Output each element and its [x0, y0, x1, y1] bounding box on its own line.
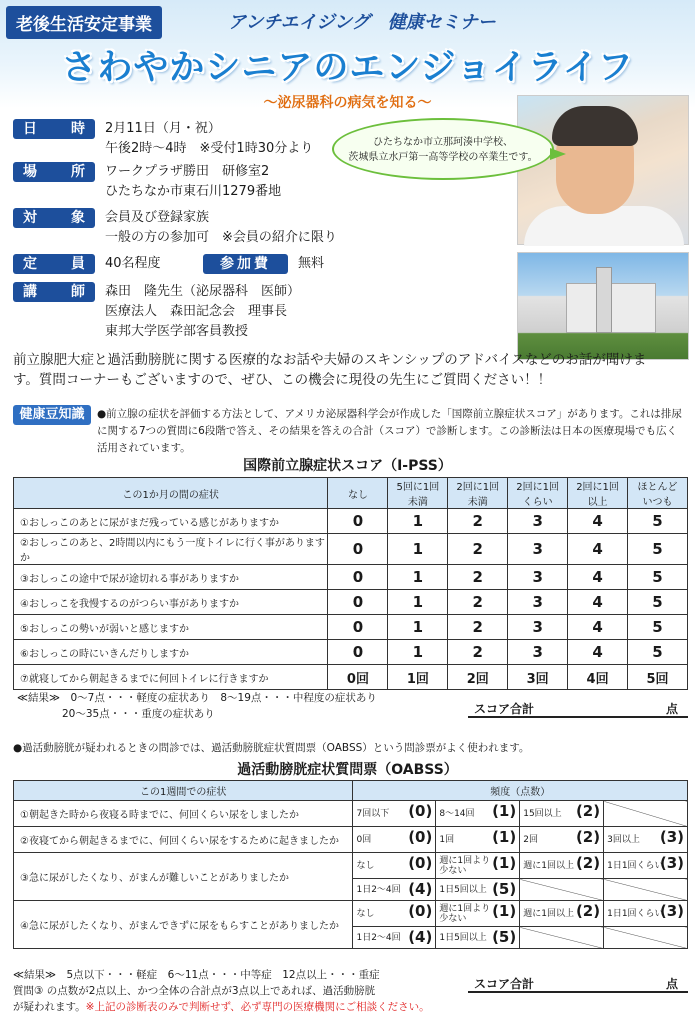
ipss-header-col: 2回に1回 以上	[568, 478, 628, 509]
date-label: 日 時	[13, 119, 95, 139]
ipss-score[interactable]: 5	[628, 640, 688, 665]
health-tip-label: 健康豆知識	[13, 405, 91, 425]
oabss-option[interactable]: 8～14回 (1)	[436, 801, 520, 827]
target-line1: 会員及び登録家族	[105, 210, 210, 225]
ipss-score[interactable]: 2	[448, 509, 508, 534]
oabss-option[interactable]: 1日5回以上 (5)	[436, 927, 520, 949]
ipss-score[interactable]: 4	[568, 509, 628, 534]
ipss-symptom: ⑥おしっこの時にいきんだりしますか	[14, 640, 328, 665]
ipss-score[interactable]: 0回	[328, 665, 388, 690]
bubble-line1: ひたちなか市立那珂湊中学校、	[373, 137, 513, 148]
health-tip-text: ●前立腺の症状を評価する方法として、アメリカ泌尿器科学会が作成した「国際前立腺症状スコア」があります。これは排尿に関する7つの質問に6段階で答え、その結果を答えの合計（スコア）で診断します。この診断法は日本の医療現場でも広く活用されています。	[97, 408, 682, 454]
ipss-row	[14, 565, 688, 590]
ipss-score[interactable]: 2	[448, 565, 508, 590]
photo-hair	[552, 106, 638, 146]
oabss-header-freq: 頻度（点数）	[353, 781, 688, 801]
ipss-score[interactable]: 1	[388, 590, 448, 615]
oabss-option[interactable]: 週に1回以上 (2)	[520, 901, 604, 927]
ipss-header-col: 2回に1回 未満	[448, 478, 508, 509]
oabss-option[interactable]: 0回 (0)	[353, 827, 436, 853]
ipss-score[interactable]: 0	[328, 590, 388, 615]
oabss-row-q4a	[14, 901, 688, 927]
ipss-score-total	[468, 700, 688, 718]
oabss-score-total	[468, 975, 688, 993]
oabss-option[interactable]: 3回以上 (3)	[604, 827, 688, 853]
oabss-symptom: ③急に尿がしたくなり、がまんが難しいことがありましたか	[14, 853, 353, 901]
oabss-row-q1	[14, 801, 688, 827]
ipss-score[interactable]: 0	[328, 640, 388, 665]
oabss-result-line1: ≪結果≫ 5点以下・・・軽症 6～11点・・・中等症 12点以上・・・重症	[13, 969, 380, 981]
ipss-score[interactable]: 5	[628, 590, 688, 615]
ipss-score[interactable]: 2	[448, 534, 508, 565]
oabss-warning: ※上記の診断表のみで判断せず、必ず専門の医療機関にご相談ください。	[85, 1001, 430, 1013]
target-label: 対 象	[13, 208, 95, 228]
ipss-row	[14, 534, 688, 565]
ipss-row	[14, 509, 688, 534]
oabss-option[interactable]: なし (0)	[353, 853, 436, 879]
date-line1: 2月11日（月・祝）	[105, 121, 221, 136]
ipss-table	[13, 477, 688, 690]
ipss-score[interactable]: 1	[388, 509, 448, 534]
target-line2: 一般の方の参加可 ※会員の紹介に限り	[105, 230, 337, 245]
intro-text: 前立腺肥大症と過活動膀胱に関する医療的なお話や夫婦のスキンシップのアドバイスなどのお話が聞けます。質問コーナーもございますので、ぜひ、この機会に現役の先生にご質問ください！！	[13, 352, 647, 388]
ipss-header-col: 5回に1回 未満	[388, 478, 448, 509]
oabss-option[interactable]: 週に1回より 少ない (1)	[436, 853, 520, 879]
ipss-score[interactable]: 1	[388, 534, 448, 565]
ipss-symptom: ①おしっこのあとに尿がまだ残っている感じがありますか	[14, 509, 328, 534]
lecturer-label: 講 師	[13, 282, 95, 302]
oabss-note: ●過活動膀胱が疑われるときの問診では、過活動膀胱症状質問票（OABSS）という問診票がよく使われます。	[13, 742, 530, 754]
ipss-header-col: なし	[328, 478, 388, 509]
ipss-score[interactable]: 5	[628, 565, 688, 590]
ipss-score-label: スコア合計	[474, 702, 535, 716]
oabss-option[interactable]: 1回 (1)	[436, 827, 520, 853]
place-line1: ワークプラザ勝田 研修室2	[105, 164, 270, 179]
ipss-score[interactable]: 3	[508, 565, 568, 590]
ipss-score[interactable]: 0	[328, 509, 388, 534]
page-subtitle: ～泌尿器科の病気を知る～	[263, 95, 432, 111]
oabss-row-q3a	[14, 853, 688, 879]
ipss-score[interactable]: 4	[568, 565, 628, 590]
speech-bubble	[332, 118, 554, 180]
ipss-score[interactable]: 4	[568, 534, 628, 565]
ipss-row	[14, 640, 688, 665]
ipss-score[interactable]: 5回	[628, 665, 688, 690]
ipss-score[interactable]: 2	[448, 615, 508, 640]
ipss-score[interactable]: 3	[508, 615, 568, 640]
oabss-empty-cell	[604, 879, 688, 901]
oabss-option[interactable]: 15回以上 (2)	[520, 801, 604, 827]
oabss-option[interactable]: 1日2～4回 (4)	[353, 927, 436, 949]
lecturer-line2: 医療法人 森田記念会 理事長	[105, 304, 288, 319]
ipss-row	[14, 590, 688, 615]
ipss-title: 国際前立腺症状スコア（I-PSS）	[243, 458, 452, 474]
ipss-header-col: 2回に1回 くらい	[508, 478, 568, 509]
ipss-score-unit: 点	[665, 702, 678, 716]
ipss-score[interactable]: 5	[628, 534, 688, 565]
ipss-score[interactable]: 3	[508, 534, 568, 565]
ipss-row	[14, 615, 688, 640]
place-line2: ひたちなか市東石川1279番地	[105, 184, 282, 199]
oabss-option[interactable]: 1日1回くらい (3)	[604, 901, 688, 927]
oabss-header-symptom: この1週間での症状	[14, 781, 353, 801]
ipss-score[interactable]: 4	[568, 590, 628, 615]
ipss-score[interactable]: 1	[388, 640, 448, 665]
ipss-header-col: ほとんど いつも	[628, 478, 688, 509]
ipss-result-line1: ≪結果≫ 0～7点・・・軽度の症状あり 8～19点・・・中程度の症状あり	[17, 692, 377, 704]
ipss-header-row	[14, 478, 688, 509]
ipss-score[interactable]: 3	[508, 509, 568, 534]
oabss-table	[13, 780, 688, 949]
seminar-heading: アンチエイジング 健康セミナー	[228, 12, 496, 33]
oabss-option[interactable]: 7回以下 (0)	[353, 801, 436, 827]
capacity-label: 定 員	[13, 254, 95, 274]
ipss-score[interactable]: 0	[328, 615, 388, 640]
fee-value: 無料	[298, 256, 325, 271]
oabss-option[interactable]: 週に1回以上 (2)	[520, 853, 604, 879]
ipss-symptom: ③おしっこの途中で尿が途切れる事がありますか	[14, 565, 328, 590]
oabss-option[interactable]: 1日2～4回 (4)	[353, 879, 436, 901]
ipss-score[interactable]: 2	[448, 640, 508, 665]
oabss-empty-cell	[604, 927, 688, 949]
venue-photo	[517, 252, 689, 360]
oabss-result-line3: が疑われます。※上記の診断表のみで判断せず、必ず専門の医療機関にご相談ください。	[13, 1001, 430, 1013]
date-line2: 午後2時～4時 ※受付1時30分より	[105, 141, 314, 156]
ipss-score[interactable]: 0	[328, 534, 388, 565]
place-label: 場 所	[13, 162, 95, 182]
ipss-row	[14, 665, 688, 690]
oabss-result-line2: 質問③ の点数が2点以上、かつ全体の合計点が3点以上であれば、過活動膀胱	[13, 985, 376, 997]
ipss-score[interactable]: 2	[448, 590, 508, 615]
oabss-option[interactable]: 1日1回くらい (3)	[604, 853, 688, 879]
ipss-result-line2: 20～35点・・・重度の症状あり	[62, 708, 215, 720]
page-title: さわやかシニアのエンジョイライフ	[61, 48, 634, 88]
ipss-header-symptom: この1か月の間の症状	[14, 478, 328, 509]
fee-label: 参加費	[203, 254, 288, 274]
oabss-option[interactable]: 1日5回以上 (5)	[436, 879, 520, 901]
ipss-symptom: ⑦就寝してから朝起きるまでに何回トイレに行きますか	[14, 665, 328, 690]
ipss-symptom: ⑤おしっこの勢いが弱いと感じますか	[14, 615, 328, 640]
oabss-result	[13, 967, 453, 1015]
oabss-symptom: ②夜寝てから朝起きるまでに、何回くらい尿をするために起きましたか	[14, 827, 353, 853]
ipss-score[interactable]: 1	[388, 565, 448, 590]
lecturer-line1: 森田 隆先生（泌尿器科 医師）	[105, 284, 301, 299]
bubble-line2: 茨城県立水戸第一高等学校の卒業生です。	[348, 152, 538, 163]
lecturer-photo	[517, 95, 689, 245]
ipss-score[interactable]: 4回	[568, 665, 628, 690]
project-tag: 老後生活安定事業	[6, 6, 162, 39]
ipss-score[interactable]: 4	[568, 640, 628, 665]
ipss-score[interactable]: 4	[568, 615, 628, 640]
ipss-symptom: ②おしっこのあと、2時間以内にもう一度トイレに行く事がありますか	[14, 534, 328, 565]
oabss-empty-cell	[604, 801, 688, 827]
ipss-score[interactable]: 1回	[388, 665, 448, 690]
oabss-empty-cell	[520, 879, 604, 901]
oabss-row-q2	[14, 827, 688, 853]
capacity-value: 40名程度	[105, 256, 161, 271]
oabss-score-unit: 点	[665, 977, 678, 991]
ipss-score[interactable]: 2回	[448, 665, 508, 690]
oabss-option[interactable]: 週に1回より 少ない (1)	[436, 901, 520, 927]
ipss-symptom: ④おしっこを我慢するのがつらい事がありますか	[14, 590, 328, 615]
oabss-option[interactable]: 2回 (2)	[520, 827, 604, 853]
ipss-score[interactable]: 5	[628, 615, 688, 640]
oabss-title: 過活動膀胱症状質問票（OABSS）	[237, 762, 458, 778]
oabss-option[interactable]: なし (0)	[353, 901, 436, 927]
ipss-score[interactable]: 3	[508, 590, 568, 615]
oabss-score-label: スコア合計	[474, 977, 535, 991]
ipss-score[interactable]: 3回	[508, 665, 568, 690]
oabss-symptom: ④急に尿がしたくなり、がまんできずに尿をもらすことがありましたか	[14, 901, 353, 949]
ipss-score[interactable]: 1	[388, 615, 448, 640]
ipss-score[interactable]: 0	[328, 565, 388, 590]
building-tower	[596, 267, 612, 333]
ipss-score[interactable]: 3	[508, 640, 568, 665]
oabss-empty-cell	[520, 927, 604, 949]
lecturer-line3: 東邦大学医学部客員教授	[105, 324, 249, 339]
oabss-symptom: ①朝起きた時から夜寝る時までに、何回くらい尿をしましたか	[14, 801, 353, 827]
oabss-header-row	[14, 781, 688, 801]
ipss-score[interactable]: 5	[628, 509, 688, 534]
